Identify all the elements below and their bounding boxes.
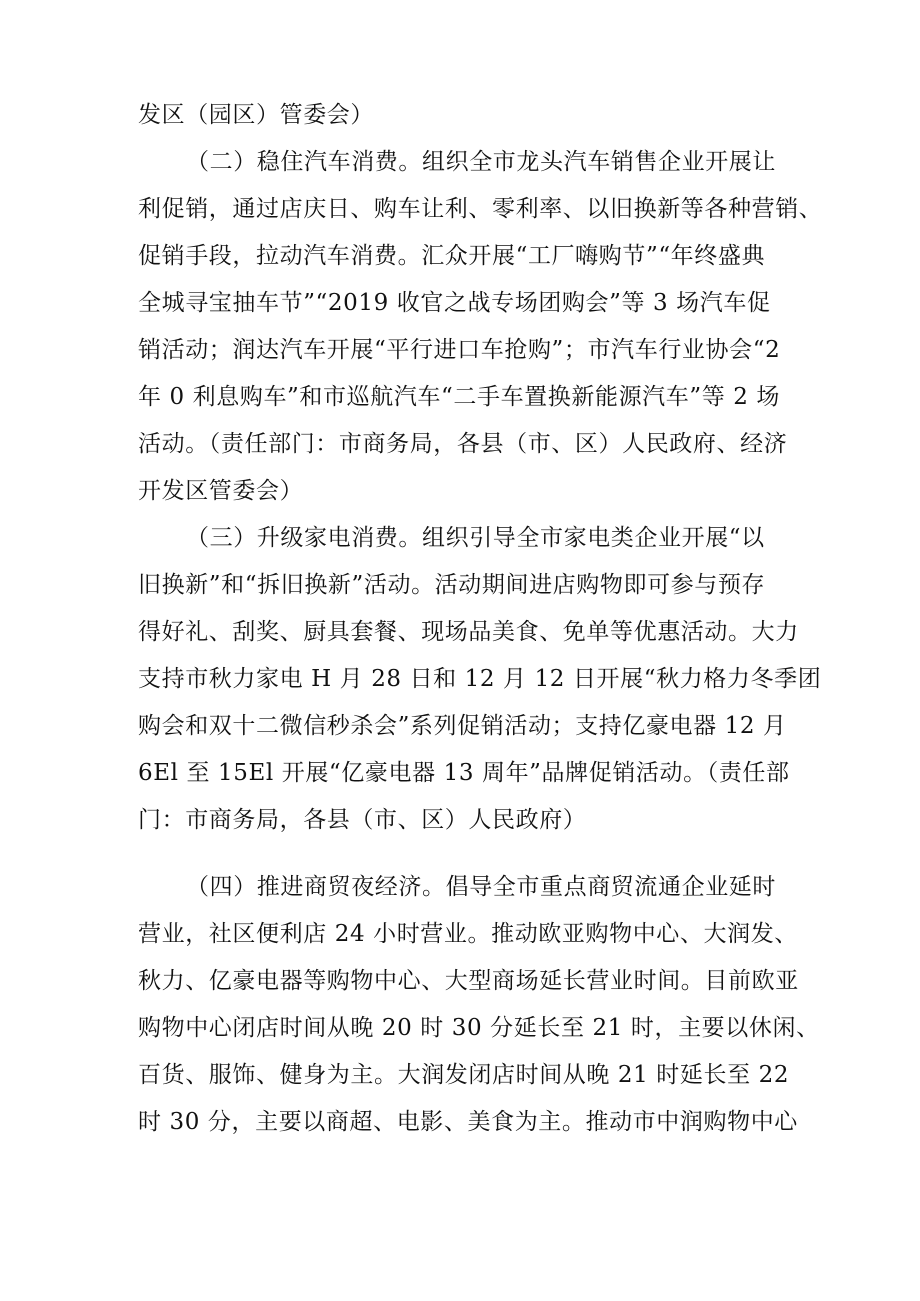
text-line: 得好礼、刮奖、厨具套餐、现场品美食、免单等优惠活动。大力 — [138, 619, 799, 645]
text-line: 年 0 利息购车”和市巡航汽车“二手车置换新能源汽车”等 2 场 — [138, 384, 780, 410]
text-line: 百货、服饰、健身为主。大润发闭店时间从晚 21 时延长至 22 — [138, 1062, 790, 1088]
text-line: 营业，社区便利店 24 小时营业。推动欧亚购物中心、大润发、 — [138, 921, 798, 947]
text-line: 6El 至 15El 开展“亿豪电器 13 周年”品牌促销活动。（责任部 — [138, 760, 790, 786]
section-heading-line: （二）稳住汽车消费。组织全市龙头汽车销售企业开展让 — [186, 149, 776, 175]
text-line: 利促销，通过店庆日、购车让利、零利率、以旧换新等各种营销、 — [138, 196, 823, 222]
text-line: 购会和双十二微信秒杀会”系列促销活动；支持亿豪电器 12 月 — [138, 713, 787, 739]
text-line: 开发区管委会） — [138, 478, 304, 504]
section-heading-line: （三）升级家电消费。组织引导全市家电类企业开展“以 — [186, 525, 765, 551]
text-line: 促销手段，拉动汽车消费。汇众开展“工厂嗨购节”“年终盛典 — [138, 243, 766, 269]
section-heading-line: （四）推进商贸夜经济。倡导全市重点商贸流通企业延时 — [186, 874, 776, 900]
text-line: 秋力、亿豪电器等购物中心、大型商场延长营业时间。目前欧亚 — [138, 968, 799, 994]
text-line: 旧换新”和“拆旧换新”活动。活动期间进店购物即可参与预存 — [138, 572, 766, 598]
text-line: 购物中心闭店时间从晚 20 时 30 分延长至 21 时，主要以休闲、 — [138, 1015, 820, 1041]
text-line: 销活动；润达汽车开展“平行进口车抢购”；市汽车行业协会“2 — [138, 337, 781, 363]
text-line: 门：市商务局，各县（市、区）人民政府） — [138, 807, 587, 833]
text-line: 时 30 分，主要以商超、电影、美食为主。推动市中润购物中心 — [138, 1109, 798, 1135]
text-line: 发区（园区）管委会） — [138, 102, 374, 128]
text-line: 全城寻宝抽车节”“2019 收官之战专场团购会”等 3 场汽车促 — [138, 290, 771, 316]
text-line: 活动。（责任部门：市商务局，各县（市、区）人民政府、经济 — [138, 431, 788, 457]
text-line: 支持市秋力家电 H 月 28 日和 12 月 12 日开展“秋力格力冬季团 — [138, 666, 822, 692]
